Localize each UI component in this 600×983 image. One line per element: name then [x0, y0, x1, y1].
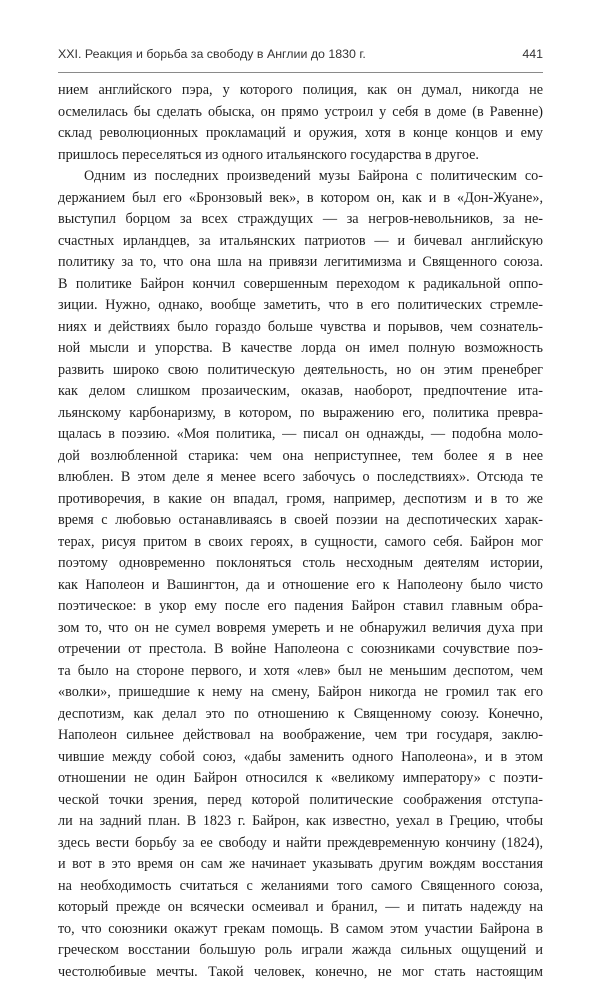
text-line: как делом слишком прозаическим, оказав, наоборот, предпочтение ита- — [58, 381, 543, 403]
text-line: отношении не один Байрон относился к «великому императору» с поэти- — [58, 768, 543, 790]
running-title: XXI. Реакция и борьба за свободу в Англии до 1830 г. — [58, 47, 366, 61]
text-line: влюблен. В этом деле я менее всего забочусь о последствиях». Отсюда те — [58, 467, 543, 489]
header-rule — [58, 72, 543, 73]
text-line: деспотизм, как делал это по отношению к Священному союзу. Конечно, — [58, 704, 543, 726]
text-line: зом то, что он не сумел вовремя умереть и не обнаружил величия духа при — [58, 618, 543, 640]
text-line: чившие между собой союз, «дабы заменить одного Наполеона», и в этом — [58, 747, 543, 769]
text-line: честолюбивые мечты. Такой человек, конечно, не мог стать настоящим — [58, 962, 543, 983]
text-line: та было на стороне первого, и хотя «лев» был не меньшим деспотом, чем — [58, 661, 543, 683]
text-line: льянскому карбонаризму, в котором, по выражению его, политика превра- — [58, 403, 543, 425]
text-line: отречении от престола. В войне Наполеона с союзниками сочувствие поэ- — [58, 639, 543, 661]
text-line: выступил борцом за всех страждущих — за негров-невольников, за не- — [58, 209, 543, 231]
text-line: греческом восстании большую роль играли жажда сильных ощущений и — [58, 940, 543, 962]
text-line: поэтическое: в укор ему после его падения Байрон ставил главным обра- — [58, 596, 543, 618]
text-line: который прежде он всячески осмеивал и бранил, — и питать надежду на — [58, 897, 543, 919]
text-line: ной мысли и упорства. В качестве лорда он имел полную возможность — [58, 338, 543, 360]
text-line: нием английского пэра, у которого полиция, как он думал, никогда не — [58, 80, 543, 102]
text-line: на необходимость считаться с желаниями того самого Священного союза, — [58, 876, 543, 898]
text-line: щалась в поэзию. «Моя политика, — писал он однажды, — подобна моло- — [58, 424, 543, 446]
text-line: политику за то, что она шла на привязи легитимизма и Священного союза. — [58, 252, 543, 274]
text-line: склад революционных прокламаций и оружия, хотя в конце концов и ему — [58, 123, 543, 145]
text-line: ли на задний план. В 1823 г. Байрон, как известно, уехал в Грецию, чтобы — [58, 811, 543, 833]
page-number: 441 — [522, 47, 543, 61]
text-line: поэтому одновременно поклоняться столь несходным деятелям истории, — [58, 553, 543, 575]
text-line: то, что союзники окажут грекам помощь. В самом этом участии Байрона в — [58, 919, 543, 941]
text-line: развить широко свою политическую деятельность, но он этим пренебрег — [58, 360, 543, 382]
text-line: «волки», пришедшие к нему на смену, Байрон никогда не громил так его — [58, 682, 543, 704]
text-line: здесь вести борьбу за ее свободу и найти преждевременную кончину (1824), — [58, 833, 543, 855]
text-line: пришлось переселяться из одного итальянского государства в другое. — [58, 145, 543, 167]
text-line: терах, рисуя притом в своих героях, в сущности, самого себя. Байрон мог — [58, 532, 543, 554]
text-line: противоречия, в какие он впадал, громя, например, деспотизм и в то же — [58, 489, 543, 511]
text-line: Наполеон сильнее действовал на воображение, чем три государя, заклю- — [58, 725, 543, 747]
text-line: счастных ирландцев, за итальянских патриотов — и бичевал английскую — [58, 231, 543, 253]
text-line: В политике Байрон кончил совершенным переходом к радикальной оппо- — [58, 274, 543, 296]
paragraph-first-line: Одним из последних произведений музы Байрона с политическим со- — [58, 166, 543, 188]
text-line: зиции. Нужно, однако, вообще заметить, что в его политических стремле- — [58, 295, 543, 317]
text-line: осмелилась бы сделать обыска, он прямо устроил у себя в доме (в Равенне) — [58, 102, 543, 124]
text-line: ческой точки зрения, перед которой политические соображения отступа- — [58, 790, 543, 812]
text-line: держанием был его «Бронзовый век», в котором он, как и в «Дон-Жуане», — [58, 188, 543, 210]
text-line: время с любовью останавливаясь в своей поэзии на деспотических харак- — [58, 510, 543, 532]
page-header — [58, 47, 543, 71]
body-text — [58, 80, 543, 983]
text-line: ниях и действиях было гораздо больше чувства и порывов, чем сознатель- — [58, 317, 543, 339]
text-line: и вот в это время он сам же начинает указывать другим вождям восстания — [58, 854, 543, 876]
text-line: как Наполеон и Вашингтон, да и отношение его к Наполеону было чисто — [58, 575, 543, 597]
text-line: дой возлюбленной старика: чем она неприступнее, тем более я в нее — [58, 446, 543, 468]
